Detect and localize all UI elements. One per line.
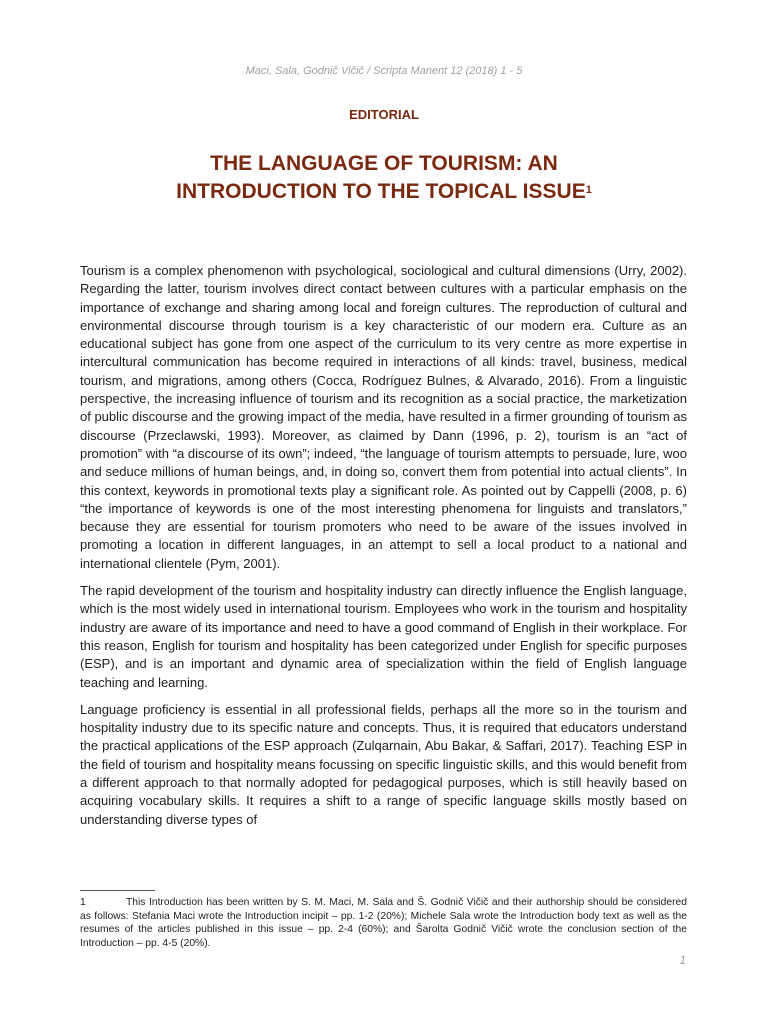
footnote-number: 1 [80,897,86,908]
title-line-1: THE LANGUAGE OF TOURISM: AN [210,152,558,175]
title-line-2: INTRODUCTION TO THE TOPICAL ISSUE [176,180,586,203]
article-title [80,150,688,206]
paragraph-2: The rapid development of the tourism and hospitality industry can directly influence the English language, which is the most widely used in international tourism. Employees who work in the tourism and hospitality industry are aware of its importance and need to have a good command of English in their workplace. For this reason, English for tourism and hospitality has been categorized under English for specific purposes (ESP), and is an important and dynamic area of specialization within the field of English language teaching and learning. [80,583,687,690]
body-text [80,262,687,838]
footnote-rule [80,890,155,891]
page-number: 1 [679,953,686,967]
paragraph-3: Language proficiency is essential in all professional fields, perhaps all the more so in the tourism and hospitality industry due to its specific nature and concepts. Thus, it is required that educators understand the practical applications of the ESP approach (Zulqarnain, Abu Bakar, & Saffari, 2017). Teaching ESP in the field of tourism and hospitality means focussing on specific linguistic skills, and this would benefit from a different approach to that normally adopted for pedagogical purposes, which is still heavily based on acquiring vocabulary skills. It requires a shift to a range of specific language skills mostly based on understanding diverse types of [80,701,687,827]
running-head: Maci, Sala, Godnič Vičič / Scripta Manent 12 (2018) 1 - 5 [245,65,523,77]
footnote-text: This Introduction has been written by S. M. Maci, M. Sala and Š. Godnič Vičič and their authorship should be considered as follows: Stefania Maci wrote the Introduction incipit – pp. 1-2 (20%); Michele Sala wrote the Introduction body text as well as the resumes of the articles published in this issue – pp. 2-4 (60%); and Šarolta Godnič Vičič wrote the conclusion section of the Introduction – pp. 4-5 (20%). [80,897,687,949]
paragraph-1: Tourism is a complex phenomenon with psychological, sociological and cultural dimensions (Urry, 2002). Regarding the latter, tourism involves direct contact between cultures with a particular emphasis on the importance of exchange and sharing among local and foreign cultures. The reproduction of cultural and environmental discourse through tourism is a key characteristic of our modern era. Culture as an educational subject has gone from one aspect of the curriculum to its very centre as more expertise in intercultural communication has become required in interactions of all kinds: travel, business, medical tourism, and migrations, among others (Cocca, Rodríguez Bulnes, & Alvarado, 2016). From a linguistic perspective, the increasing influence of tourism and its recognition as a social practice, the marketization of public discourse and the growing impact of the media, have resulted in a firmer grounding of tourism as discourse (Przeclawski, 1993). Moreover, as claimed by Dann (1996, p. 2), tourism is an “act of promotion” with “a discourse of its own”; indeed, “the language of tourism attempts to persuade, lure, woo and seduce millions of human beings, and, in doing so, convert them from potential into actual clients”. In this context, keywords in promotional texts play a significant role. As pointed out by Cappelli (2008, p. 6) “the importance of keywords is one of the most interesting phenomena for linguists and translators,” because they are essential for tourism promoters who need to be aware of the issues involved in promoting a location in different languages, in an attempt to sell a local product to a national and international clientele (Pym, 2001). [80,263,687,571]
title-footnote-mark[interactable]: 1 [585,184,592,196]
footnote [80,896,687,950]
section-label: EDITORIAL [349,107,419,122]
